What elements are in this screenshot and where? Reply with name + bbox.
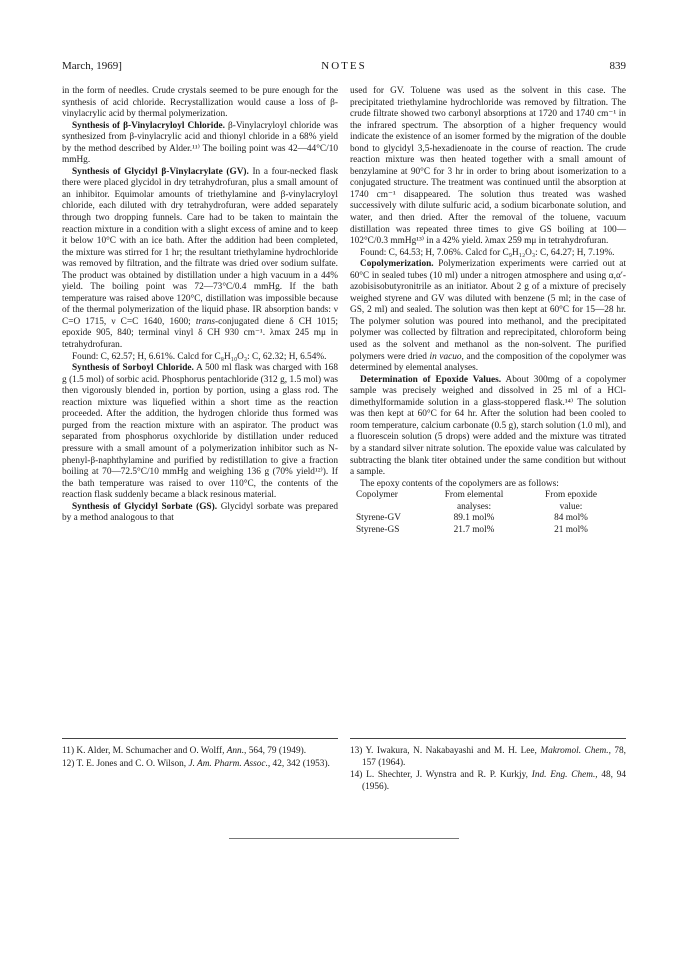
footnote-13 [350, 746, 626, 769]
footnotes-left [62, 746, 338, 771]
header-page-number: 839 [609, 60, 626, 72]
end-rule [229, 838, 459, 839]
footnote-text: 42, 342 (1953). [272, 758, 330, 769]
section-heading: Synthesis of Glycidyl Sorbate (GS). [72, 501, 218, 512]
table-header-cell: analyses: [456, 501, 492, 512]
table-header-row [356, 490, 616, 502]
paragraph-text: -conjugated diene δ CH 1015; epoxide 905, 840; terminal vinyl δ CH 930 cm⁻¹. λmax 245 mμ in tetrahydrofuran. [62, 316, 338, 351]
footnote-text: 78, 157 (1964). [362, 746, 626, 768]
footnote-text: 14) L. Shechter, J. Wynstra and R. P. Kurkjy, [350, 770, 528, 781]
footnotes-right [350, 746, 626, 794]
footnote-11 [62, 746, 338, 758]
table-row [356, 513, 616, 525]
table-row [356, 525, 616, 537]
paragraph: in the form of needles. Crude crystals seemed to be pure enough for the synthesis of acid chloride. Recrystallization would cause a loss of β-vinylacrylic acid by thermal polymerization. [62, 86, 338, 120]
left-column [62, 86, 338, 525]
paragraph [350, 375, 626, 479]
table-cell: 84 mol% [554, 513, 588, 524]
footnote-rule-left [62, 738, 338, 739]
table-header-cell: From elemental [444, 490, 504, 501]
italic-term: trans [195, 316, 215, 327]
table-cell: 21.7 mol% [453, 524, 495, 535]
paragraph: The epoxy contents of the copolymers are as follows: [360, 478, 559, 489]
section-heading: Copolymerization. [360, 259, 434, 270]
right-column [350, 86, 626, 536]
paragraph [62, 363, 338, 502]
table-header-cell [356, 502, 422, 514]
paragraph-text: Polymerization experiments were carried out at 60°C in sealed tubes (10 ml) under a nitrogen atmosphere and using α,α′-azobisisobutyronitrile as an initiator. About 2 g of a mixture of precisely weighed styrene and GV was diluted with benzene (5 ml; in the case of GS, 2 ml) and sealed. The solution was then kept at 60°C for 15—28 hr. The polymer solution was poured into methanol, and the precipitated polymer was collected by filtration and reprecipitated, chloroform being used as the solvent and methanol as the non-solvent. The purified polymers were dried [350, 259, 626, 362]
paragraph-text: , and the composition of the copolymer was determined by elemental analyses. [350, 351, 626, 374]
footnote-text: 48, 94 (1956). [362, 770, 627, 792]
paragraph-text: A 500 ml flask was charged with 168 g (1.5 mol) of sorbic acid. Phosphorus pentachloride (312 g, 1.5 mol) was then vigorously blended in, portion by portion, using a glass rod. The reaction mixture was liquefied within a short time as the reaction proceeded. After the addition, the hydrogen chloride thus formed was purged from the reaction mixture with an aspirator. The product was separated from phosphorus oxychloride by distillation under reduced pressure with a small amount of a polymerization inhibitor such as N-phenyl-β-naphthylamine and purified by redistillation to give a fraction boiling at 70—72.5°C/10 mmHg and weighing 136 g (70% yield¹²⁾). If the bath temperature was raised to over 110°C, the contents of the reaction flask suddenly became a black resinous material. [62, 363, 338, 501]
paragraph [62, 121, 338, 167]
paragraph-text: β-Vinylacryloyl chloride was synthesized from β-vinylacrylic acid and thionyl chloride in a 68% yield by the method described by Alder.¹¹⁾ The boiling point was 42—44°C/10 mmHg. [62, 120, 338, 166]
table-cell: Styrene-GS [356, 524, 400, 535]
paragraph [62, 167, 338, 352]
journal-name: Makromol. Chem., [540, 746, 611, 756]
footnote-text: 11) K. Alder, M. Schumacher and O. Wolff, [62, 746, 225, 756]
running-header [62, 60, 626, 76]
paragraph [62, 502, 338, 525]
paragraph: Found: C, 64.53; H, 7.06%. Calcd for C₉H₁₂O₃: C, 64.27; H, 7.19%. [360, 247, 615, 258]
header-date: March, 1969] [62, 60, 122, 72]
paragraph-text: Glycidyl sorbate was prepared by a method analogous to that [62, 501, 338, 524]
footnote-text: 13) Y. Iwakura, N. Nakabayashi and M. H. Lee, [350, 746, 537, 756]
paragraph: Found: C, 62.57; H, 6.61%. Calcd for C₈H₁₀O₃: C, 62.32; H, 6.54%. [72, 351, 327, 362]
footnote-text: 564, 79 (1949). [248, 746, 307, 756]
section-heading: Determination of Epoxide Values. [360, 374, 502, 385]
footnote-rule-right [350, 738, 626, 739]
table-header-cell: Copolymer [356, 490, 398, 501]
header-section-title: NOTES [321, 60, 367, 72]
table-header-cell: From epoxide [545, 490, 597, 501]
table-cell: 89.1 mol% [453, 513, 495, 524]
italic-term: in vacuo [429, 351, 462, 362]
table-header-cell: value: [559, 501, 583, 512]
paragraph [350, 259, 626, 374]
table-header-row [356, 502, 616, 514]
section-heading: Synthesis of Sorboyl Chloride. [72, 363, 194, 374]
footnote-14 [350, 770, 626, 793]
section-heading: Synthesis of β-Vinylacryloyl Chloride. [72, 120, 225, 131]
footnote-12 [62, 759, 338, 771]
journal-name: J. Am. Pharm. Assoc., [188, 758, 271, 769]
paragraph-text: In a four-necked flask there were placed glycidol in dry tetrahydrofuran, plus a small amount of an inhibitor. Equimolar amounts of triethylamine and β-vinylacryloyl chloride, each diluted with dry tetrahydrofuran, were added separately through two dropping funnels. Care had to be taken to maintain the reaction mixture in a condition with a slight excess of amine and to keep it below 10°C with an ice bath. After the addition had been completed, the mixture was stirred for 1 hr; the resultant triethylamine hydrochloride was removed by filtration, and the filtrate was dried over sodium sulfate. The product was obtained by distillation under a high vacuum in a 44% yield. The boiling point was 72—73°C/0.4 mmHg. If the bath temperature was raised above 120°C, distillation was impossible because of the thermal polymerization of the liquid phase. IR absorption bands: ν C=O 1715, ν C=C 1640, 1600; [62, 166, 338, 327]
journal-name: Ann., [226, 746, 247, 756]
table-cell: 21 mol% [554, 524, 588, 535]
epoxy-content-table [356, 490, 616, 536]
section-heading: Synthesis of Glycidyl β-Vinylacrylate (GV). [72, 166, 249, 177]
journal-name: Ind. Eng. Chem., [531, 770, 598, 781]
paragraph: used for GV. Toluene was used as the solvent in this case. The precipitated triethylamine hydrochloride was removed by filtration. The crude filtrate showed two carbonyl absorptions at 1720 and 1740 cm⁻¹ in the infrared spectrum. The absorption of a higher frequency would indicate the existence of an isomer formed by the migration of the double bond to glycidyl 3,5-hexadienoate in the course of reaction. The crude reaction mixture was then heated together with a small amount of benzylamine at 90°C for 3 hr in order to bring about isomerization to a conjugated structure. The treatment was continued until the absorption at 1740 cm⁻¹ disappeared. The solution thus treated was washed successively with dilute sulfuric acid, a sodium bicarbonate solution, and water, and then dried. After the removal of the toluene, vacuum distillation was repeated three times to give GS boiling at 100—102°C/0.3 mmHg¹³⁾ in a 42% yield. λmax 259 mμ in tetrahydrofuran. [350, 86, 626, 247]
footnote-text: 12) T. E. Jones and C. O. Wilson, [62, 758, 187, 769]
paragraph-text: About 300mg of a copolymer sample was precisely weighed and dissolved in 25 ml of a HCl-dimethylformamide solution in a glass-stoppered flask.¹⁴⁾ The solution was then kept at 60°C for 64 hr. After the solution had been cooled to room temperature, calcium carbonate (0.5 g), starch solution (1.0 ml), and a fluorescein solution (5 drops) were added and the mixture was titrated by a standard silver nitrate solution. The epoxide value was calculated by subtracting the blank titer obtained under the same condition but without a sample. [350, 374, 626, 478]
table-cell: Styrene-GV [356, 513, 401, 524]
